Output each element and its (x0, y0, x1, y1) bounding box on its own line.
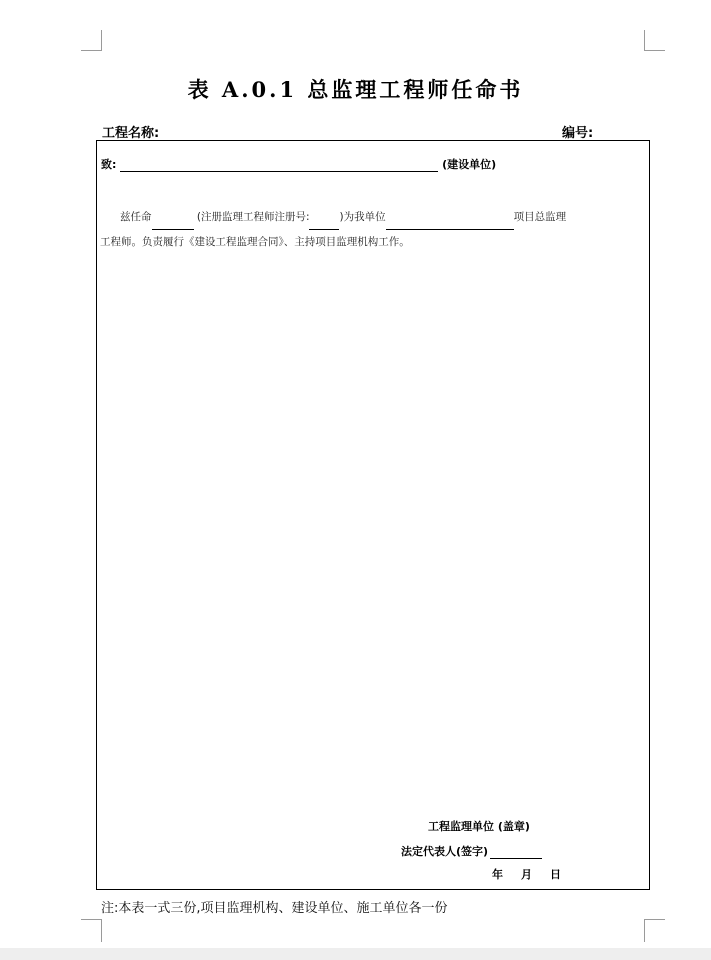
crop-mark-top-left (81, 30, 102, 51)
unit-text: )为我单位 (339, 211, 386, 223)
date-day: 日 (550, 868, 561, 881)
registration-number-blank[interactable] (309, 217, 339, 230)
page-gap (0, 948, 711, 960)
crop-mark-bottom-left (81, 919, 102, 942)
legal-representative-line (401, 843, 542, 859)
role-text: 项目总监理 (513, 211, 567, 223)
addressee-blank[interactable] (120, 159, 438, 172)
addressee-line (101, 156, 496, 172)
duty-text: 工程师。负责履行《建设工程监理合同》、主持项目监理机构工作。 (100, 236, 410, 248)
footnote: 注:本表一式三份,项目监理机构、建设单位、施工单位各一份 (101, 901, 448, 916)
appoint-text: 兹任命 (120, 211, 152, 223)
addressee-suffix: (建设单位) (442, 158, 497, 171)
form-title: 表 A.0.1 总监理工程师任命书 (187, 77, 524, 102)
registration-label: (注册监理工程师注册号: (196, 211, 310, 223)
document-number-label: 编号: (562, 126, 594, 141)
date-year: 年 (492, 868, 503, 881)
date-line (492, 866, 561, 882)
legal-representative-label: 法定代表人(签字) (401, 845, 489, 858)
project-name-label: 工程名称: (102, 126, 160, 141)
addressee-prefix: 致: (101, 158, 117, 171)
crop-mark-top-right (644, 30, 665, 51)
crop-mark-bottom-right (644, 919, 665, 942)
date-month: 月 (521, 868, 532, 881)
project-blank[interactable] (386, 217, 514, 230)
supervision-unit-seal-label: 工程监理单位 (盖章) (428, 820, 530, 833)
signature-blank[interactable] (490, 846, 542, 859)
appointment-paragraph (100, 205, 645, 255)
appointee-name-blank[interactable] (152, 217, 194, 230)
